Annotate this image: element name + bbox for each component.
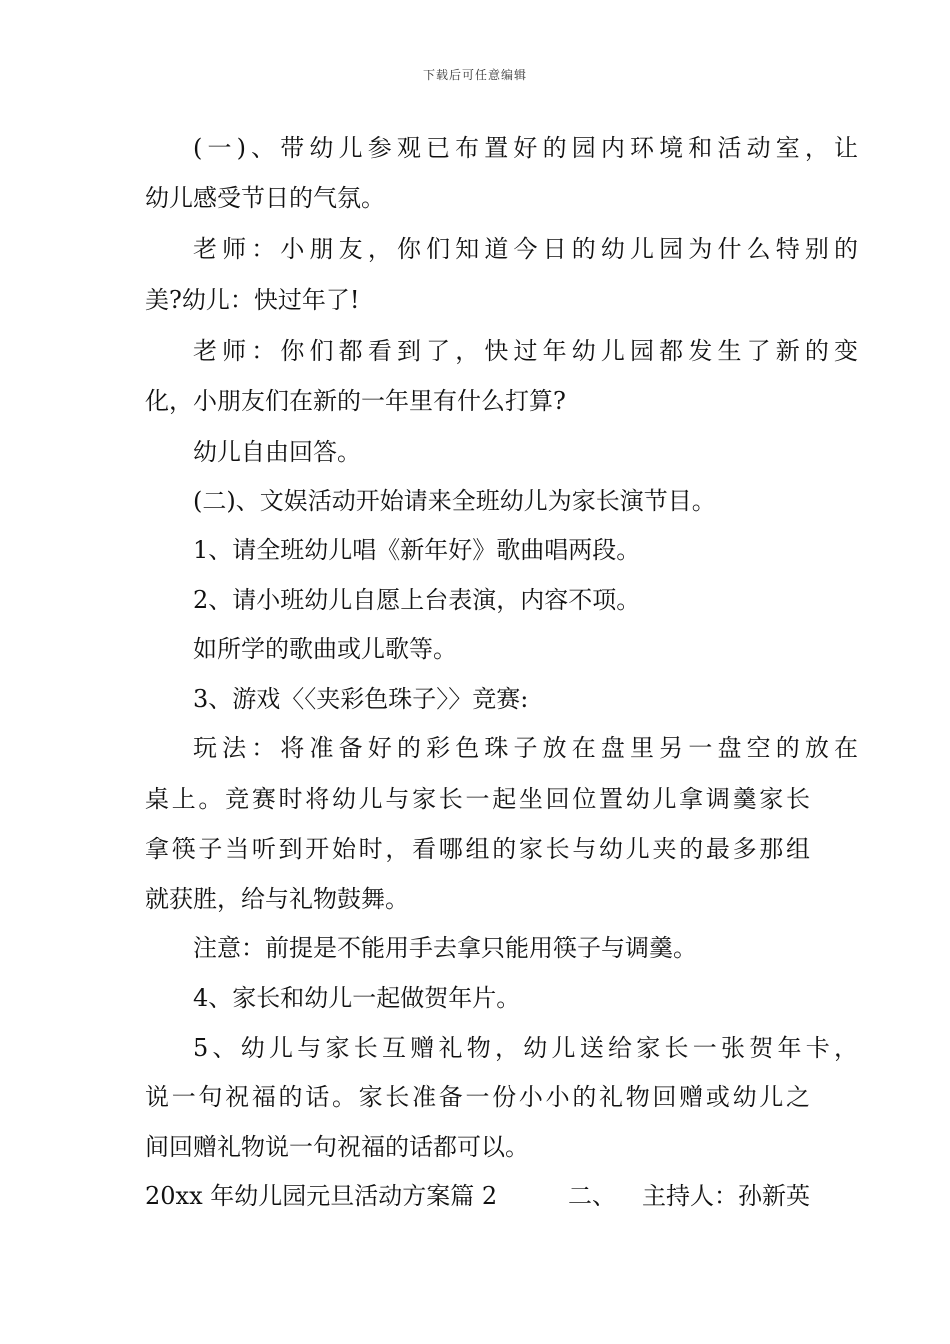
paragraph-line: 玩法：将准备好的彩色珠子放在盘里另一盘空的放在 [193,734,858,762]
host-info [568,1180,810,1212]
paragraph-line: 如所学的歌曲或儿歌等。 [193,635,457,663]
paragraph-line: (二)、文娱活动开始请来全班幼儿为家长演节目。 [193,487,716,515]
paragraph-line: 幼儿感受节日的气氛。 [145,184,385,212]
paragraph-line: 老师：你们都看到了，快过年幼儿园都发生了新的变 [193,337,858,365]
paragraph-line: 桌上。竞赛时将幼儿与家长一起坐回位置幼儿拿调羹家长 [145,785,810,813]
section-number: 二、 [568,1182,616,1210]
paragraph-line: 化，小朋友们在新的一年里有什么打算? [145,387,566,415]
paragraph-line: 说一句祝福的话。家长准备一份小小的礼物回赠或幼儿之 [145,1083,810,1111]
list-item-line: 4、家长和幼儿一起做贺年片。 [193,984,521,1012]
paragraph-line: (一)、带幼儿参观已布置好的园内环境和活动室，让 [193,134,858,162]
paragraph-line: 幼儿自由回答。 [193,438,361,466]
plan-title: 20xx 年幼儿园元旦活动方案篇 2 [145,1182,498,1210]
paragraph-line: 老师：小朋友，你们知道今日的幼儿园为什么特别的 [193,235,858,263]
paragraph-line: 就获胜，给与礼物鼓舞。 [145,885,409,913]
list-item-line: 3、游戏〈〈夹彩色珠子〉〉竞赛: [193,685,529,713]
paragraph-line: 美?幼儿：快过年了! [145,286,360,314]
paragraph-line: 拿筷子当听到开始时，看哪组的家长与幼儿夹的最多那组 [145,835,810,863]
paragraph-line: 注意：前提是不能用手去拿只能用筷子与调羹。 [193,934,697,962]
paragraph-line: 间回赠礼物说一句祝福的话都可以。 [145,1133,529,1161]
list-item-line: 2、请小班幼儿自愿上台表演，内容不项。 [193,586,641,614]
host-name: 主持人：孙新英 [642,1182,810,1210]
page-header-note: 下载后可任意编辑 [422,68,527,82]
list-item-line: 1、请全班幼儿唱《新年好》歌曲唱两段。 [193,536,641,564]
list-item-line: 5、幼儿与家长互赠礼物，幼儿送给家长一张贺年卡， [193,1034,858,1062]
section-heading-row [145,1180,810,1212]
